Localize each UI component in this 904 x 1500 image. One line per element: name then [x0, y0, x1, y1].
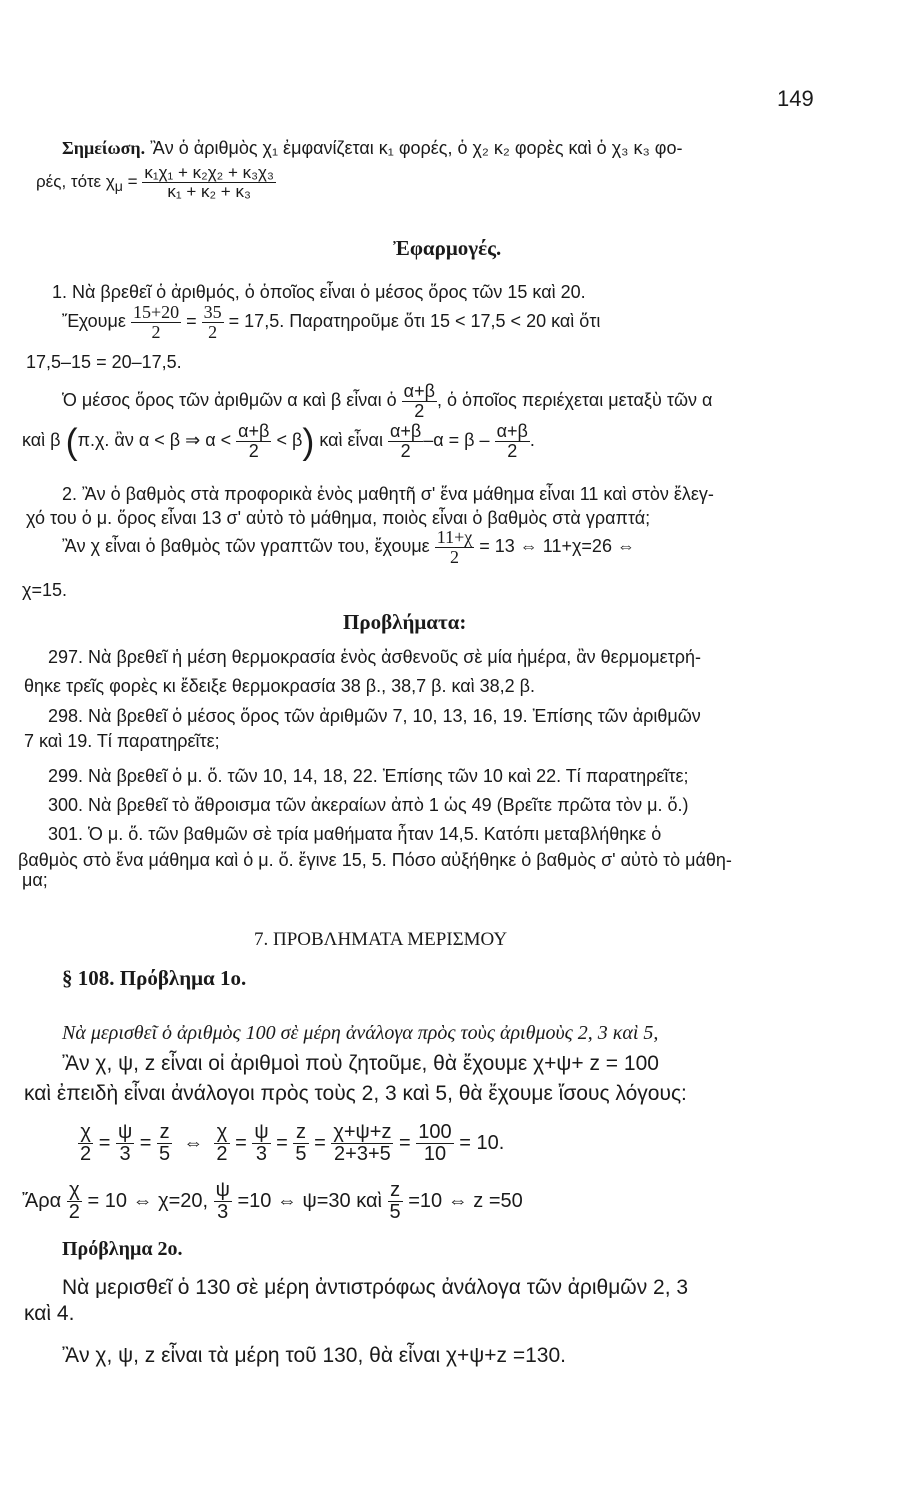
ex1-mean-frac — [402, 382, 437, 421]
ex1-frac-2-num: 35 — [203, 302, 222, 322]
iff-sign: ⇔ — [183, 1131, 204, 1154]
frac-z-num: z — [157, 1122, 172, 1144]
ara-frac-y-num: ψ — [215, 1179, 230, 1201]
ex1-mean-frac-den: 2 — [414, 400, 425, 421]
problem-298-line-1: 298. Νὰ βρεθεῖ ὁ μέσος ὅρος τῶν ἀριθμῶν 7, 10, 13, 16, 19. Ἐπίσης τῶν ἀριθμῶν — [48, 706, 701, 726]
ara-frac-y — [214, 1180, 232, 1223]
problem-297-line-1: 297. Νὰ βρεθεῖ ἡ μέση θερμοκρασία ἑνὸς ἀσθενοῦς σὲ μία ἡμέρα, ἂν θερμομετρή- — [48, 647, 702, 667]
ex2-line-2: χό του ὁ μ. ὅρος εἶναι 13 σ' αὐτὸ τὸ μάθημα, ποιὸς εἶναι ὁ βαθμὸς στὰ γραπτά; — [26, 508, 651, 528]
ex1-frac-5-den: 2 — [507, 440, 518, 461]
ex1-line-1: 1. Νὰ βρεθεῖ ὁ ἀριθμός, ὁ ὁποῖος εἶναι ὁ μέσος ὅρος τῶν 15 καὶ 20. — [52, 282, 586, 302]
frac-z-5 — [157, 1122, 172, 1165]
section-title: 7. ΠΡΟΒΛΗΜΑΤΑ ΜΕΡΙΣΜΟΥ — [254, 929, 508, 950]
frac-yb-num: ψ — [254, 1121, 269, 1143]
frac-yb-den: 3 — [255, 1143, 268, 1165]
frac-sum — [331, 1122, 393, 1165]
problem-301-line-2: βαθμὸς στὸ ἕνα μάθημα καὶ ὁ μ. ὅ. ἔγινε 15, 5. Πόσο αὐξήθηκε ὁ βαθμὸς σ' αὐτὸ τὸ μάθη- — [18, 850, 732, 870]
ara-result-z: =10 ⇔ z =50 — [408, 1189, 523, 1212]
eq-sign-5: = — [314, 1131, 326, 1154]
frac-x-num: χ — [78, 1122, 93, 1144]
ex1-and-is: καὶ εἶναι — [319, 430, 383, 451]
close-paren: ) — [302, 420, 315, 462]
ex1-frac-5 — [495, 422, 530, 461]
frac-sum-num: χ+ψ+z — [333, 1121, 392, 1143]
ex1-frac-5-num: α+β — [496, 421, 528, 441]
frac-z-5b — [293, 1122, 308, 1165]
ex1-minus-a: –α = β – — [423, 430, 490, 451]
ara-frac-x — [67, 1180, 82, 1223]
frac-xb-num: χ — [214, 1122, 229, 1144]
ex1-mean-frac-num: α+β — [403, 381, 435, 401]
problem-299: 299. Νὰ βρεθεῖ ὁ μ. ὅ. τῶν 10, 14, 18, 22. Ἐπίσης τῶν 10 καὶ 22. Τί παρατηρεῖτε; — [48, 766, 689, 786]
frac-y-den: 3 — [119, 1143, 131, 1165]
eq-sign-1: = — [98, 1131, 111, 1154]
ex1-line-2 — [62, 303, 600, 342]
ex1-frac-3-den: 2 — [248, 440, 259, 461]
problem-300: 300. Νὰ βρεθεῖ τὸ ἄθροισμα τῶν ἀκεραίων ἀπὸ 1 ὡς 49 (Βρεῖτε πρῶτα τὸν μ. ὅ.) — [48, 795, 689, 815]
problem-301-line-1: 301. Ὁ μ. ὅ. τῶν βαθμῶν σὲ τρία μαθήματα ἦταν 14,5. Κατόπι μεταβλήθηκε ὁ — [48, 824, 662, 844]
frac-100-den: 10 — [423, 1143, 447, 1165]
frac-zb-num: z — [293, 1122, 308, 1144]
ex1-eq: = — [186, 311, 197, 332]
open-paren: ( — [65, 420, 78, 462]
problem-2-line-3: Ἂν χ, ψ, z εἶναι τὰ μέρη τοῦ 130, θὰ εἶναι χ+ψ+z =130. — [62, 1344, 566, 1367]
ex2-frac-num: 11+χ — [436, 527, 473, 547]
ex1-frac-3 — [236, 422, 271, 461]
problems-heading: Προβλήματα: — [343, 610, 467, 634]
frac-z-den: 5 — [159, 1143, 171, 1165]
ex2-frac-den: 2 — [449, 546, 459, 567]
ex1-line-3: 17,5–15 = 20–17,5. — [26, 352, 182, 372]
ara-result-x: = 10 ⇔ χ=20, — [87, 1189, 209, 1212]
ex2-frac — [435, 528, 474, 567]
ex1-frac-2 — [202, 303, 224, 342]
paragraph-108-heading: § 108. Πρόβλημα 1ο. — [62, 966, 247, 990]
ex1-mean-text-2: , ὁ ὁποῖος περιέχεται μεταξὺ τῶν α — [436, 390, 713, 411]
frac-y-num: ψ — [117, 1121, 133, 1143]
ara-frac-z-den: 5 — [389, 1201, 401, 1223]
frac-y-3 — [116, 1122, 134, 1165]
ex1-line-4 — [62, 382, 712, 421]
eq-sign-4: = — [276, 1131, 288, 1154]
proportion-equation — [78, 1122, 504, 1165]
ara-frac-z-num: z — [388, 1180, 403, 1202]
problem-298-line-2: 7 καὶ 19. Τί παρατηρεῖτε; — [24, 731, 220, 751]
note-text-1: Ἂν ὁ ἀριθμὸς χ₁ ἐμφανίζεται κ₁ φορές, ὁ χ₂ κ₂ φορὲς καὶ ὁ χ₃ κ₃ φο- — [150, 138, 683, 158]
eq-sign-6: = — [399, 1131, 411, 1154]
note-fraction — [142, 164, 276, 201]
note-line-1 — [62, 138, 682, 159]
ex2-result: = 13 ⇔ 11+χ=26 ⇔ — [479, 536, 635, 557]
ex1-frac-4-den: 2 — [400, 440, 411, 461]
note-frac-num: κ₁χ₁ + κ₂χ₂ + κ₃χ₃ — [144, 163, 274, 182]
ara-frac-x-num: χ — [67, 1180, 82, 1202]
equation-result: = 10. — [459, 1131, 505, 1154]
solution-line-1: Ἂν χ, ψ, z εἶναι οἱ ἀριθμοὶ ποὺ ζητοῦμε, θὰ ἔχουμε χ+ψ+ z = 100 — [62, 1052, 659, 1075]
ara-result-y: =10 ⇔ ψ=30 καὶ — [237, 1189, 382, 1212]
note-text-2: ρές, τότε χ — [36, 171, 115, 191]
note-label: Σημείωση. — [62, 138, 146, 158]
ex1-kai-b: καὶ β — [22, 430, 61, 451]
ex2-text: Ἂν χ εἶναι ὁ βαθμὸς τῶν γραπτῶν του, ἔχουμε — [62, 536, 430, 557]
ex1-have: Ἔχουμε — [62, 311, 126, 332]
problem-2-heading: Πρόβλημα 2ο. — [62, 1238, 183, 1260]
ex1-frac-1 — [131, 303, 181, 342]
note-subscript: μ — [114, 179, 123, 196]
problem-297-line-2: θηκε τρεῖς φορὲς κι ἔδειξε θερμοκρασία 38 β., 38,7 β. καὶ 38,2 β. — [24, 676, 536, 696]
frac-y-3b — [252, 1122, 270, 1165]
ara-frac-z — [388, 1180, 403, 1223]
frac-x-2b — [214, 1122, 229, 1165]
problem-2-line-2: καὶ 4. — [24, 1302, 75, 1325]
problem-301-line-3: μα; — [22, 870, 48, 890]
frac-zb-den: 5 — [295, 1143, 307, 1165]
ex1-line-5 — [22, 422, 535, 461]
frac-100-num: 100 — [418, 1121, 452, 1143]
note-frac-den: κ₁ + κ₂ + κ₃ — [167, 181, 251, 201]
note-eq: = — [127, 171, 138, 191]
problem-2-line-1: Νὰ μερισθεῖ ὁ 130 σὲ μέρη ἀντιστρόφως ἀνάλογα τῶν ἀριθμῶν 2, 3 — [62, 1276, 689, 1299]
ara-frac-y-den: 3 — [217, 1201, 229, 1223]
page-number: 149 — [777, 86, 814, 111]
ara-word: Ἄρα — [22, 1189, 62, 1212]
ex1-frac-4-num: α+β — [389, 421, 422, 441]
solution-line-2: καὶ ἐπειδὴ εἶναι ἀνάλογοι πρὸς τοὺς 2, 3 καὶ 5, θὰ ἔχουμε ἴσους λόγους: — [24, 1082, 687, 1105]
ex1-frac-2-den: 2 — [208, 321, 218, 342]
ex1-rest: = 17,5. Παρατηροῦμε ὅτι 15 < 17,5 < 20 καὶ ὅτι — [228, 311, 601, 332]
problem-1-statement: Νὰ μερισθεῖ ὁ ἀριθμὸς 100 σὲ μέρη ἀνάλογα πρὸς τοὺς ἀριθμοὺς 2, 3 καὶ 5, — [62, 1022, 659, 1044]
ex1-period: . — [529, 430, 535, 451]
ex1-frac-3-num: α+β — [238, 421, 270, 441]
ex1-frac-1-den: 2 — [151, 321, 161, 342]
ex1-frac-4 — [388, 422, 423, 461]
applications-heading: Ἐφαρμογές. — [393, 236, 502, 260]
ex1-lt-b: < β — [276, 430, 303, 451]
ex1-pch: π.χ. ἂν α < β ⇒ α < — [77, 430, 232, 451]
frac-x-2 — [78, 1122, 93, 1165]
eq-sign-2: = — [139, 1131, 152, 1154]
note-line-2 — [36, 164, 276, 201]
frac-sum-den: 2+3+5 — [334, 1143, 391, 1165]
frac-x-den: 2 — [80, 1143, 92, 1165]
eq-sign-3: = — [235, 1131, 247, 1154]
ara-frac-x-den: 2 — [68, 1201, 80, 1223]
ex1-mean-text: Ὁ μέσος ὅρος τῶν ἀριθμῶν α καὶ β εἶναι ὁ — [62, 390, 397, 411]
frac-100-10 — [416, 1122, 453, 1165]
ex2-line-4: χ=15. — [22, 580, 67, 600]
ex1-frac-1-num: 15+20 — [132, 302, 180, 322]
ex2-line-1: 2. Ἂν ὁ βαθμὸς στὰ προφορικὰ ἑνὸς μαθητῆ σ' ἕνα μάθημα εἶναι 11 καὶ στὸν ἔλεγ- — [62, 484, 714, 504]
ara-line — [22, 1180, 523, 1223]
frac-xb-den: 2 — [216, 1143, 228, 1165]
ex2-line-3 — [62, 528, 635, 567]
